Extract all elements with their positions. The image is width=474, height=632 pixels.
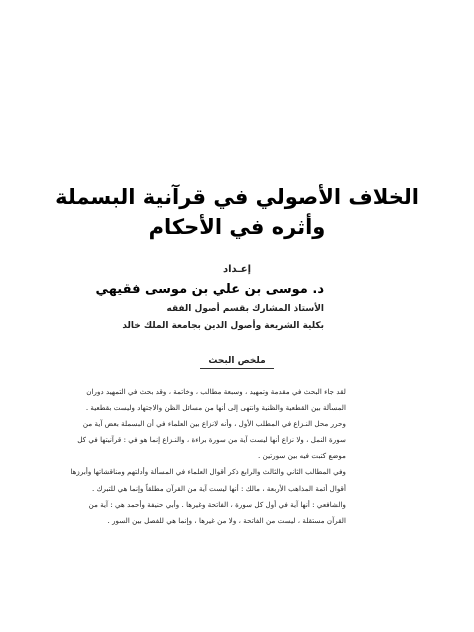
author-position: الأستاذ المشارك بقسم أصول الفقه bbox=[166, 304, 324, 314]
paper-title bbox=[30, 182, 444, 242]
abstract-line: المسألة بين القطعية والظنية وانتهى إلى أنها من مسائل الظن والاجتهاد وليست بقطعية . bbox=[85, 403, 346, 413]
abstract-line: لقد جاء البحث في مقدمة وتمهيد ، وسبعة مطالب ، وخاتمة ، وقد بحث في التمهيد دوران bbox=[86, 387, 346, 396]
abstract-line: موضع كتبت فيه بين سورتين . bbox=[258, 451, 346, 461]
abstract-line: سورة النمل ، ولا نزاع أنها ليست آية من سورة براءة ، والنـزاع إنما هو في : قرآنيتها في كل bbox=[77, 435, 346, 445]
author-institution: بكلية الشريعة وأصول الدين بجامعة الملك خالد bbox=[122, 321, 324, 331]
abstract-line: والشافعي : أنها آية في أول كل سورة ، الفاتحة وغيرها . وأبي حنيفة وأحمد هي : آية من bbox=[88, 499, 346, 509]
abstract-line: أقوال أئمة المذاهب الأربعة ، مالك : أنها ليست آية من القرآن مطلقاً وإنما هي للتبرك . bbox=[92, 483, 346, 493]
title-line-1: الخلاف الأصولي في قرآنية البسملة bbox=[55, 185, 419, 209]
author-name: د. موسى بن علي بن موسى فقيهي bbox=[95, 282, 324, 297]
abstract-heading-text: ملخص البحث bbox=[200, 356, 273, 369]
abstract-heading bbox=[0, 356, 474, 369]
abstract-line: القرآن مستقلة ، ليست من الفاتحة ، ولا من غيرها ، وإنما هي للفصل بين السور . bbox=[107, 515, 346, 525]
title-line-2: وأثره في الأحكام bbox=[148, 215, 326, 239]
abstract-line: وفي المطالب الثاني والثالث والرابع ذكر أقوال العلماء في المسألة وأدلتهم ومناقشاتها وأبرزها bbox=[70, 467, 346, 477]
abstract-body bbox=[70, 384, 346, 529]
abstract-line: وحرر محل النـزاع في المطلب الأول ، وأنه لانزاع بين العلماء في أن البسملة بعض آية من bbox=[82, 419, 346, 429]
prepared-by-label: إعـداد bbox=[222, 264, 251, 275]
